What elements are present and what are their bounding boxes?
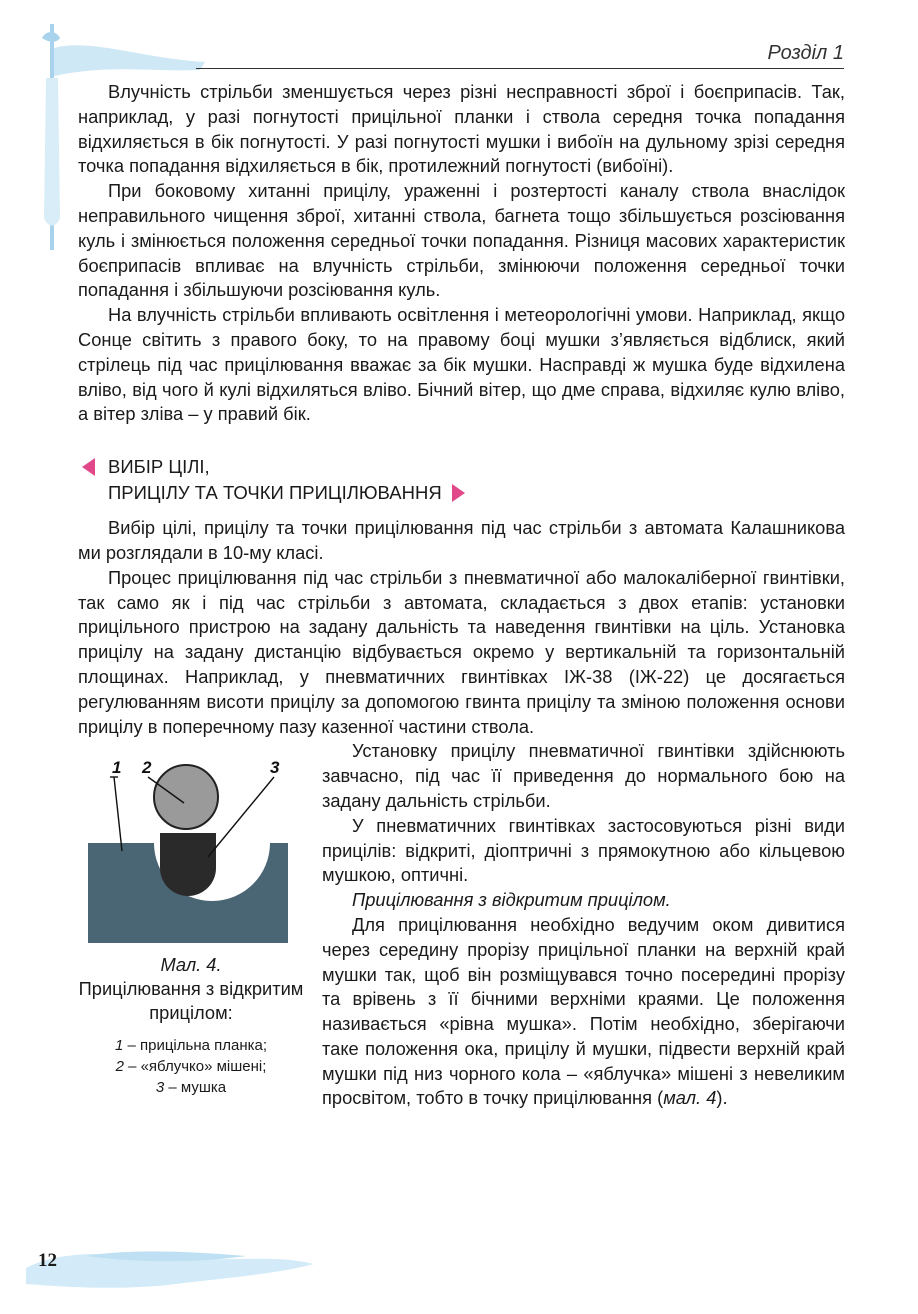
paragraph: На влучність стрільби впливають освітлення і метеорологічні умови. Наприклад, якщо Сонце світить з правого боку, то на правому боці мушки з’являється відблиск, який стрілець під час прицілювання вважає за бік мушки. Насправді ж мушка буде відхилена вліво, від чого й кулі відхиляться вліво. Бічний вітер, що дме справа, відхиляє кулю вліво, а вітер зліва – у правий бік. bbox=[78, 304, 845, 425]
figure-caption-desc: Прицілювання з відкритим прицілом: bbox=[78, 978, 304, 1024]
heading-line-2: ПРИЦІЛУ ТА ТОЧКИ ПРИЦІЛЮВАННЯ bbox=[108, 482, 442, 504]
figure-label-3: 3 bbox=[270, 758, 280, 778]
brush-decoration bbox=[26, 1228, 316, 1298]
paragraph: У пневматичних гвинтівках застосовуються різні види прицілів: відкриті, діоптричні з прямокутною або кільцевою мушкою, оптичні. bbox=[322, 814, 845, 886]
paragraph-text: Процес прицілювання під час стрільби з пневматичної або малокаліберної гвинтівки, так само як і під час стрільби з автомата, складається з двох етапів: установки прицільного пристрою на задану дальність та наведення гвинтівки на ціль. Установка прицілу на задану дистанцію відбувається окремо у вертикальній та горизонтальній площинах. Наприклад, у пневматичних гвинтівках ІЖ-38 (ІЖ-22) це досягається регулюванням висоти прицілу за допомогою гвинта прицілу та зміною положення основи прицілу в поперечному пазу казенної частини ствола. bbox=[78, 566, 845, 737]
paragraph: Для прицілювання необхідно ведучим оком дивитися через середину прорізу прицільної планки на верхній край мушки так, щоб він розміщувався точно посередині прорізу та врівень з її бічними верхніми краями. Це положення називається «рівна мушка». Потім необхідно, зберігаючи таке положення ока, прицілу й мушки, підвести верхній край мушки під низ чорного кола – «яблучка» мішені з невеликим просвітом, тобто в точку прицілювання (мал. 4). bbox=[322, 913, 845, 1109]
section-heading bbox=[82, 454, 845, 506]
heading-line-1: ВИБІР ЦІЛІ, bbox=[108, 456, 210, 478]
page-number: 12 bbox=[38, 1250, 57, 1271]
arrow-left-icon bbox=[82, 458, 95, 476]
header-rule bbox=[196, 68, 844, 69]
paragraph: Вибір цілі, прицілу та точки прицілювання під час стрільби з автомата Калашникова ми розглядали в 10-му класі. bbox=[78, 517, 845, 563]
arrow-right-icon bbox=[452, 484, 465, 502]
legend-item: 2 – «яблучко» мішені; bbox=[115, 1058, 267, 1076]
figure-caption-title: Мал. 4. bbox=[160, 954, 222, 976]
figure-label-2: 2 bbox=[142, 758, 152, 778]
paragraph: Установку прицілу пневматичної гвинтівки здійснюють завчасно, під час її приведення до нормального бою на задану дальність стрільби. bbox=[322, 740, 845, 811]
paragraph: Влучність стрільби зменшується через різні несправності зброї і боєприпасів. Так, наприклад, у разі погнутості прицільної планки і ствола середня точка попадання відхиляється в бік погнутості. У разі погнутості мушки і вибоїн на дульному зрізі середня точка попадання відхиляється в бік, протилежний погнутості (вибоїні). bbox=[78, 81, 845, 177]
legend-item: 3 – мушка bbox=[155, 1079, 227, 1097]
paragraph: При боковому хитанні прицілу, ураженні і розтертості каналу ствола внаслідок неправильного чищення зброї, хитанні ствола, багнета тощо збільшується розсіювання куль і змінюється положення середньої точки попадання. Різниця масових характеристик боєприпасів впливає на влучність стрільби, змінюючи положення середньої точки попадання і збільшуючи розсіювання куль. bbox=[78, 180, 845, 301]
section-label: Розділ 1 bbox=[767, 42, 844, 64]
figure-label-1: 1 bbox=[112, 758, 122, 778]
italic-subheading: Прицілювання з відкритим прицілом. bbox=[352, 889, 671, 911]
figure-reference: мал. 4 bbox=[663, 1087, 717, 1109]
figure-legend bbox=[78, 1035, 304, 1098]
paragraph bbox=[78, 566, 845, 740]
legend-item: 1 – прицільна планка; bbox=[114, 1037, 268, 1055]
figure-4 bbox=[78, 743, 304, 1098]
body-text bbox=[78, 80, 845, 1111]
open-sight-diagram bbox=[88, 753, 288, 943]
